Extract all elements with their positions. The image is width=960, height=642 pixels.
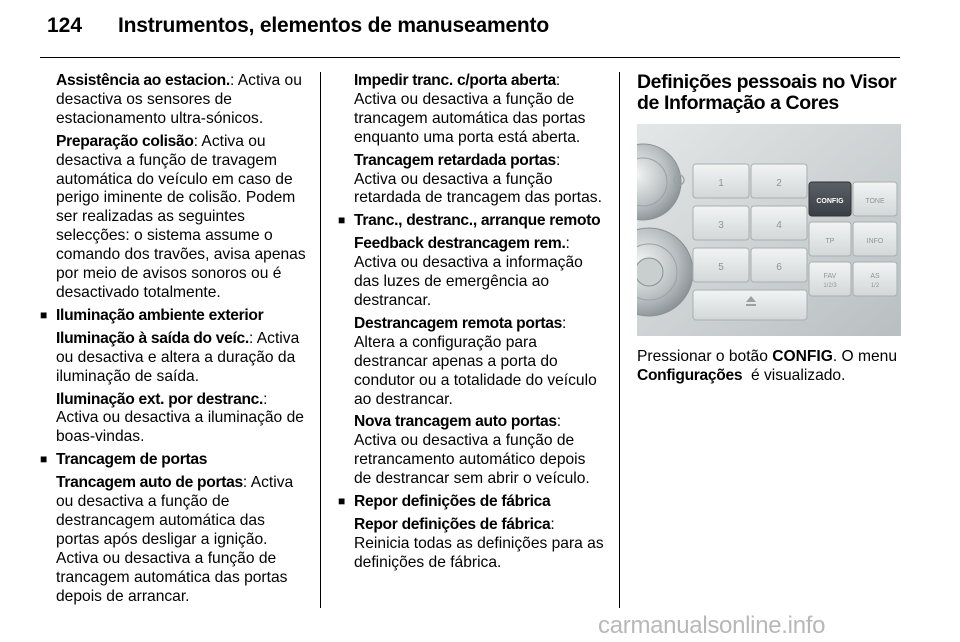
control-panel-illustration: [637, 124, 901, 336]
info-button-label: INFO: [866, 238, 884, 245]
entry-term: Destrancagem remota portas: [354, 314, 562, 332]
header-divider: [40, 57, 900, 58]
entry-term: Assistência ao estacion.: [56, 72, 230, 89]
entry-text: : Activa ou desactiva a função de retrancamento automático depois de destrancar sem abrir o veículo.: [354, 413, 590, 488]
entry-text: : Activa ou desactiva a informação das luzes de emergência ao destrancar.: [354, 235, 583, 309]
as-button-sublabel: 1/2: [870, 283, 880, 289]
entry-remote-door-unlock: [338, 315, 606, 410]
entry-exit-lighting: [40, 330, 308, 387]
button-4-label: 4: [776, 220, 782, 231]
page-header: [0, 0, 960, 62]
entry-term: Trancagem retardada portas: [354, 151, 556, 169]
entry-text: : Altera a configuração para destrancar apenas a porta do condutor ou a totalidade do veículo ao destrancar.: [354, 314, 597, 408]
button-5-label: 5: [718, 262, 724, 273]
button-1-label: 1: [718, 178, 724, 189]
caption-menu-name: Configurações: [637, 366, 743, 384]
column-1: [40, 72, 308, 610]
fav-button-sublabel: 1/2/3: [823, 283, 837, 289]
entry-text: : Activa ou desactiva a função de trancagem automática das portas enquanto uma porta está aberta.: [354, 72, 586, 146]
entry-text: : Activa ou desactiva a função de travagem automática do veículo em caso de perigo iminente de colisão. Podem ser realizadas as seguintes selecções: o sistema assume o comando dos travões, avisa apenas por meio de avisos sonoros ou é desactivado totalmente.: [56, 132, 306, 301]
bullet-remote-lock: ■ Tranc., destranc., arranque remoto: [338, 212, 606, 231]
section-heading: Definições pessoais no Visor de Informação a Cores: [637, 71, 897, 114]
entry-term: Trancagem auto de portas: [56, 474, 243, 492]
entry-term: Repor definições de fábrica: [354, 515, 551, 533]
entry-term: Iluminação à saída do veíc.: [56, 329, 249, 347]
tone-button-label: TONE: [865, 198, 885, 205]
entry-term: Iluminação ext. por destranc.: [56, 390, 264, 408]
bullet-factory-reset: ■ Repor definições de fábrica: [338, 493, 606, 512]
entry-term: Impedir tranc. c/porta aberta: [354, 72, 556, 89]
tp-button-label: TP: [825, 238, 835, 245]
bullet-exterior-lighting: ■ Iluminação ambiente exterior: [40, 307, 308, 326]
watermark: carmanualsonline.info: [598, 612, 826, 639]
entry-collision-prep: [40, 133, 308, 303]
entry-text: : Activa ou desactiva a iluminação de boas-vindas.: [56, 390, 304, 446]
page-title: Instrumentos, elementos de manuseamento: [118, 14, 549, 37]
entry-auto-relock: [338, 413, 606, 489]
entry-delayed-lock: [338, 152, 606, 209]
page-number: 124: [47, 14, 83, 37]
entry-term: Nova trancagem auto portas: [354, 413, 557, 431]
photo-caption: [637, 348, 905, 386]
button-6-label: 6: [776, 262, 782, 273]
column-2: [338, 72, 606, 577]
column-divider-1: [320, 72, 321, 608]
caption-text: . O menu: [832, 348, 898, 365]
entry-text: : Activa ou desactiva a função retardada de trancagem das portas.: [354, 151, 602, 207]
entry-term: Feedback destrancagem rem.: [354, 235, 566, 253]
entry-factory-reset: [338, 516, 606, 573]
column-3: [637, 72, 905, 386]
entry-unlock-lighting: [40, 391, 308, 448]
entry-text: : Reinicia todas as definições para as definições de fábrica.: [354, 515, 604, 571]
entry-term: Preparação colisão: [56, 132, 194, 150]
bullet-door-locking: ■ Trancagem de portas: [40, 451, 308, 470]
entry-text: : Activa ou desactiva e altera a duração da iluminação de saída.: [56, 329, 300, 385]
as-button-label: AS: [870, 273, 880, 280]
caption-text: Pressionar o botão: [637, 348, 773, 365]
fav-button-label: FAV: [823, 273, 837, 280]
config-button-label: CONFIG: [816, 198, 844, 205]
entry-auto-door-lock: [40, 474, 308, 606]
entry-text: : Activa ou desactiva a função de destrancagem automática das portas após desligar a ignição. Activa ou desactiva a função de trancagem automática das portas depois de arrancar.: [56, 474, 294, 605]
button-2-label: 2: [776, 178, 782, 189]
entry-parking-assist: [40, 72, 308, 129]
entry-prevent-lock-open-door: [338, 72, 606, 148]
control-panel-photo: [637, 124, 901, 336]
caption-config: CONFIG: [772, 348, 833, 365]
column-divider-2: [619, 72, 620, 608]
entry-remote-unlock-feedback: [338, 235, 606, 311]
entry-text: : Activa ou desactiva os sensores de estacionamento ultra-sónicos.: [56, 72, 302, 127]
button-3-label: 3: [718, 220, 724, 231]
caption-text: é visualizado.: [742, 366, 846, 384]
